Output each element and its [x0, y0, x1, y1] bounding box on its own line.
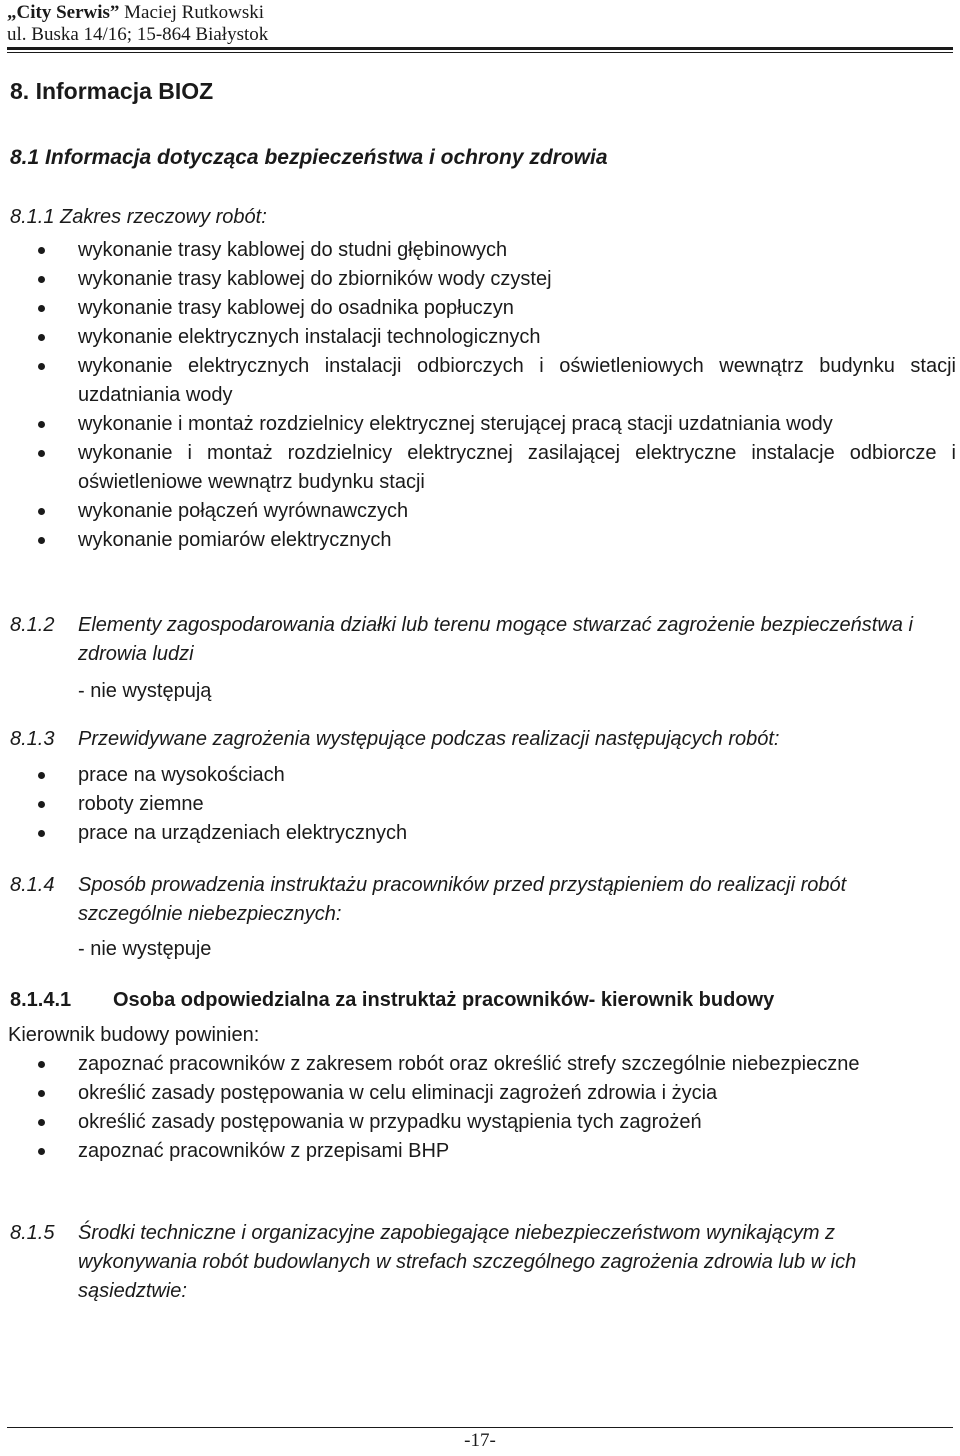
list-item: określić zasady postępowania w celu eliminacji zagrożeń zdrowia i życia: [0, 1079, 956, 1108]
section-8-1-3-number: 8.1.3: [10, 728, 55, 750]
list-item: prace na urządzeniach elektrycznych: [0, 819, 956, 848]
document-header: [7, 2, 953, 46]
list-item: wykonanie i montaż rozdzielnicy elektrycznej zasilającej elektryczne instalacje odbiorcze i oświetleniowe wewnątrz budynku stacji: [0, 439, 956, 497]
list-item: wykonanie trasy kablowej do studni głębinowych: [0, 236, 956, 265]
section-8-1-4-title: Sposób prowadzenia instruktażu pracowników przed przystąpieniem do realizacji robót szczególnie niebezpiecznych:: [78, 874, 847, 925]
section-8-1-4-1-number: 8.1.4.1: [10, 989, 72, 1011]
footer-rule: [7, 1427, 953, 1428]
section-8-1-3-title: Przewidywane zagrożenia występujące podczas realizacji następujących robót:: [78, 728, 780, 750]
header-rule-thick: [7, 47, 953, 50]
hazards-list: [0, 761, 960, 848]
list-item: wykonanie i montaż rozdzielnicy elektrycznej sterującej pracą stacji uzdatniania wody: [0, 410, 956, 439]
list-item: zapoznać pracowników z zakresem robót oraz określić strefy szczególnie niebezpieczne: [0, 1050, 956, 1079]
section-8-1-4-1-title: Osoba odpowiedzialna za instruktaż pracowników- kierownik budowy: [113, 989, 775, 1011]
list-item: wykonanie elektrycznych instalacji odbiorczych i oświetleniowych wewnątrz budynku stacji uzdatniania wody: [0, 352, 956, 410]
section-8-1-5-title: Środki techniczne i organizacyjne zapobiegające niebezpieczeństwom wynikającym z wykonywania robót budowlanych w strefach szczególnego zagrożenia zdrowia lub w ich sąsiedztwie:: [78, 1222, 857, 1302]
company-name: „City Serwis”: [7, 2, 120, 23]
list-item: roboty ziemne: [0, 790, 956, 819]
section-8-heading: 8. Informacja BIOZ: [10, 78, 214, 104]
section-8-1-4-number: 8.1.4: [10, 874, 55, 896]
section-8-1-1-heading: 8.1.1 Zakres rzeczowy robót:: [10, 206, 267, 228]
section-8-1-heading: 8.1 Informacja dotycząca bezpieczeństwa i ochrony zdrowia: [10, 146, 608, 169]
list-item: zapoznać pracowników z przepisami BHP: [0, 1137, 956, 1166]
section-8-1-4-1-intro: Kierownik budowy powinien:: [8, 1024, 260, 1046]
page-number: -17-: [464, 1430, 496, 1451]
list-item: wykonanie połączeń wyrównawczych: [0, 497, 956, 526]
company-address: ul. Buska 14/16; 15-864 Białystok: [7, 24, 269, 45]
list-item: wykonanie elektrycznych instalacji technologicznych: [0, 323, 956, 352]
section-8-1-2-note: - nie występują: [78, 680, 212, 702]
site-manager-duties-list: [0, 1050, 960, 1166]
section-8-1-5-number: 8.1.5: [10, 1222, 55, 1244]
list-item: wykonanie trasy kablowej do zbiorników wody czystej: [0, 265, 956, 294]
header-company-line: [7, 2, 953, 24]
list-item: prace na wysokościach: [0, 761, 956, 790]
section-8-1-2-number: 8.1.2: [10, 614, 55, 636]
list-item: wykonanie pomiarów elektrycznych: [0, 526, 956, 555]
list-item: określić zasady postępowania w przypadku wystąpienia tych zagrożeń: [0, 1108, 956, 1137]
list-item: wykonanie trasy kablowej do osadnika popłuczyn: [0, 294, 956, 323]
header-rule-thin: [7, 52, 953, 53]
owner-name: Maciej Rutkowski: [119, 2, 265, 23]
section-8-1-2-title: Elementy zagospodarowania działki lub terenu mogące stwarzać zagrożenie bezpieczeństwa i zdrowia ludzi: [78, 614, 913, 665]
scope-of-works-list: [0, 236, 960, 555]
section-8-1-4-note: - nie występuje: [78, 938, 212, 960]
